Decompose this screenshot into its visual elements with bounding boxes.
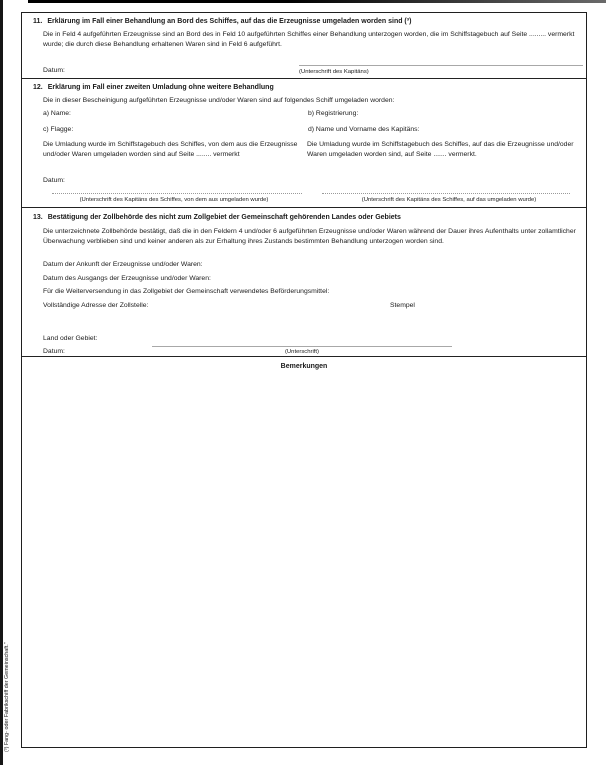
section-12-date-label: Datum: — [43, 177, 65, 184]
field-captain-name-label: d) Name und Vorname des Kapitäns: — [308, 126, 420, 133]
signature-line — [299, 65, 583, 66]
territory-label: Land oder Gebiet: — [43, 335, 98, 342]
section-13-heading — [33, 213, 578, 222]
scan-edge-left — [0, 0, 3, 765]
section-11-number: 11. — [33, 18, 43, 25]
section-13-body: Die unterzeichnete Zollbehörde bestätigt, daß die in den Feldern 4 und/oder 6 aufgeführten Erzeugnisse und/oder Waren während der Dauer ihres Aufenthalts unter zollamtlicher Überwachung verblieben sind und keiner anderen als zur Erhaltung ihres Zustands bestimmten Behandlung unterzogen worden sind. — [43, 228, 576, 245]
section-13-date-label: Datum: — [43, 348, 65, 355]
section-13-number: 13. — [33, 214, 43, 221]
field-flag-label: c) Flagge: — [43, 126, 74, 133]
remarks-title: Bemerkungen — [280, 363, 328, 370]
section-12-signature-right-label: (Unterschrift des Kapitäns des Schiffes, auf das umgeladen wurde) — [361, 197, 537, 203]
section-12-note-right: Die Umladung wurde im Schiffstagebuch des Schiffes, auf das die Erzeugnisse und/oder Waren umgeladen worden sind, auf Seite ....... vermerkt. — [307, 141, 574, 158]
section-12-number: 12. — [33, 84, 43, 91]
signature-line — [52, 193, 302, 194]
stamp-label: Stempel — [390, 302, 415, 309]
field-registration-label: b) Registrierung: — [308, 110, 359, 117]
section-12-note-left: Die Umladung wurde im Schiffstagebuch des Schiffes, von dem aus die Erzeugnisse und/oder Waren umgeladen worden sind auf Seite ........ vermerkt — [43, 141, 298, 158]
section-11-body: Die in Feld 4 aufgeführten Erzeugnisse sind an Bord des in Feld 10 aufgeführten Schiffes einer Behandlung unterzogen worden, die im Schiffstagebuch auf Seite ......... vermerkt wurde; die durch diese Behandlung erhaltenen Waren sind in Feld 6 aufgeführt. — [43, 31, 575, 48]
section-12-signature-left-label: (Unterschrift des Kapitäns des Schiffes, von dem aus umgeladen wurde) — [79, 197, 269, 203]
field-ship-name-label: a) Name: — [43, 110, 71, 117]
section-12-intro: Die in dieser Bescheinigung aufgeführten Erzeugnisse und/oder Waren sind auf folgendes Schiff umgeladen worden: — [43, 97, 395, 104]
transport-means-label: Für die Weiterversendung in das Zollgebiet der Gemeinschaft verwendetes Beförderungsmittel: — [43, 288, 330, 295]
signature-line — [152, 346, 452, 347]
section-11-signature-label: (Unterschrift des Kapitäns) — [299, 69, 369, 75]
section-11 — [22, 13, 586, 79]
remarks-section — [22, 357, 586, 747]
form-box — [21, 12, 587, 748]
section-11-heading — [33, 17, 578, 26]
signature-line — [322, 193, 570, 194]
arrival-date-label: Datum der Ankunft der Erzeugnisse und/oder Waren: — [43, 261, 203, 268]
scan-edge-top — [28, 0, 606, 3]
section-11-title: Erklärung im Fall einer Behandlung an Bord des Schiffes, auf das die Erzeugnisse umgeladen worden sind (³) — [47, 18, 412, 25]
section-12 — [22, 79, 586, 208]
section-13-title: Bestätigung der Zollbehörde des nicht zum Zollgebiet der Gemeinschaft gehörenden Landes oder Gebiets — [47, 214, 401, 221]
section-13-signature-label: (Unterschrift) — [284, 349, 320, 355]
section-11-date-label: Datum: — [43, 67, 65, 74]
section-12-title: Erklärung im Fall einer zweiten Umladung ohne weitere Behandlung — [47, 84, 274, 91]
vertical-footnote: (³) Fang- oder Fabrikschiff der Gemeinschaft." — [4, 642, 10, 752]
section-13 — [22, 208, 586, 357]
departure-date-label: Datum des Ausgangs der Erzeugnisse und/oder Waren: — [43, 275, 211, 282]
section-12-heading — [33, 83, 578, 92]
customs-office-address-label: Vollständige Adresse der Zollstelle: — [43, 302, 149, 309]
